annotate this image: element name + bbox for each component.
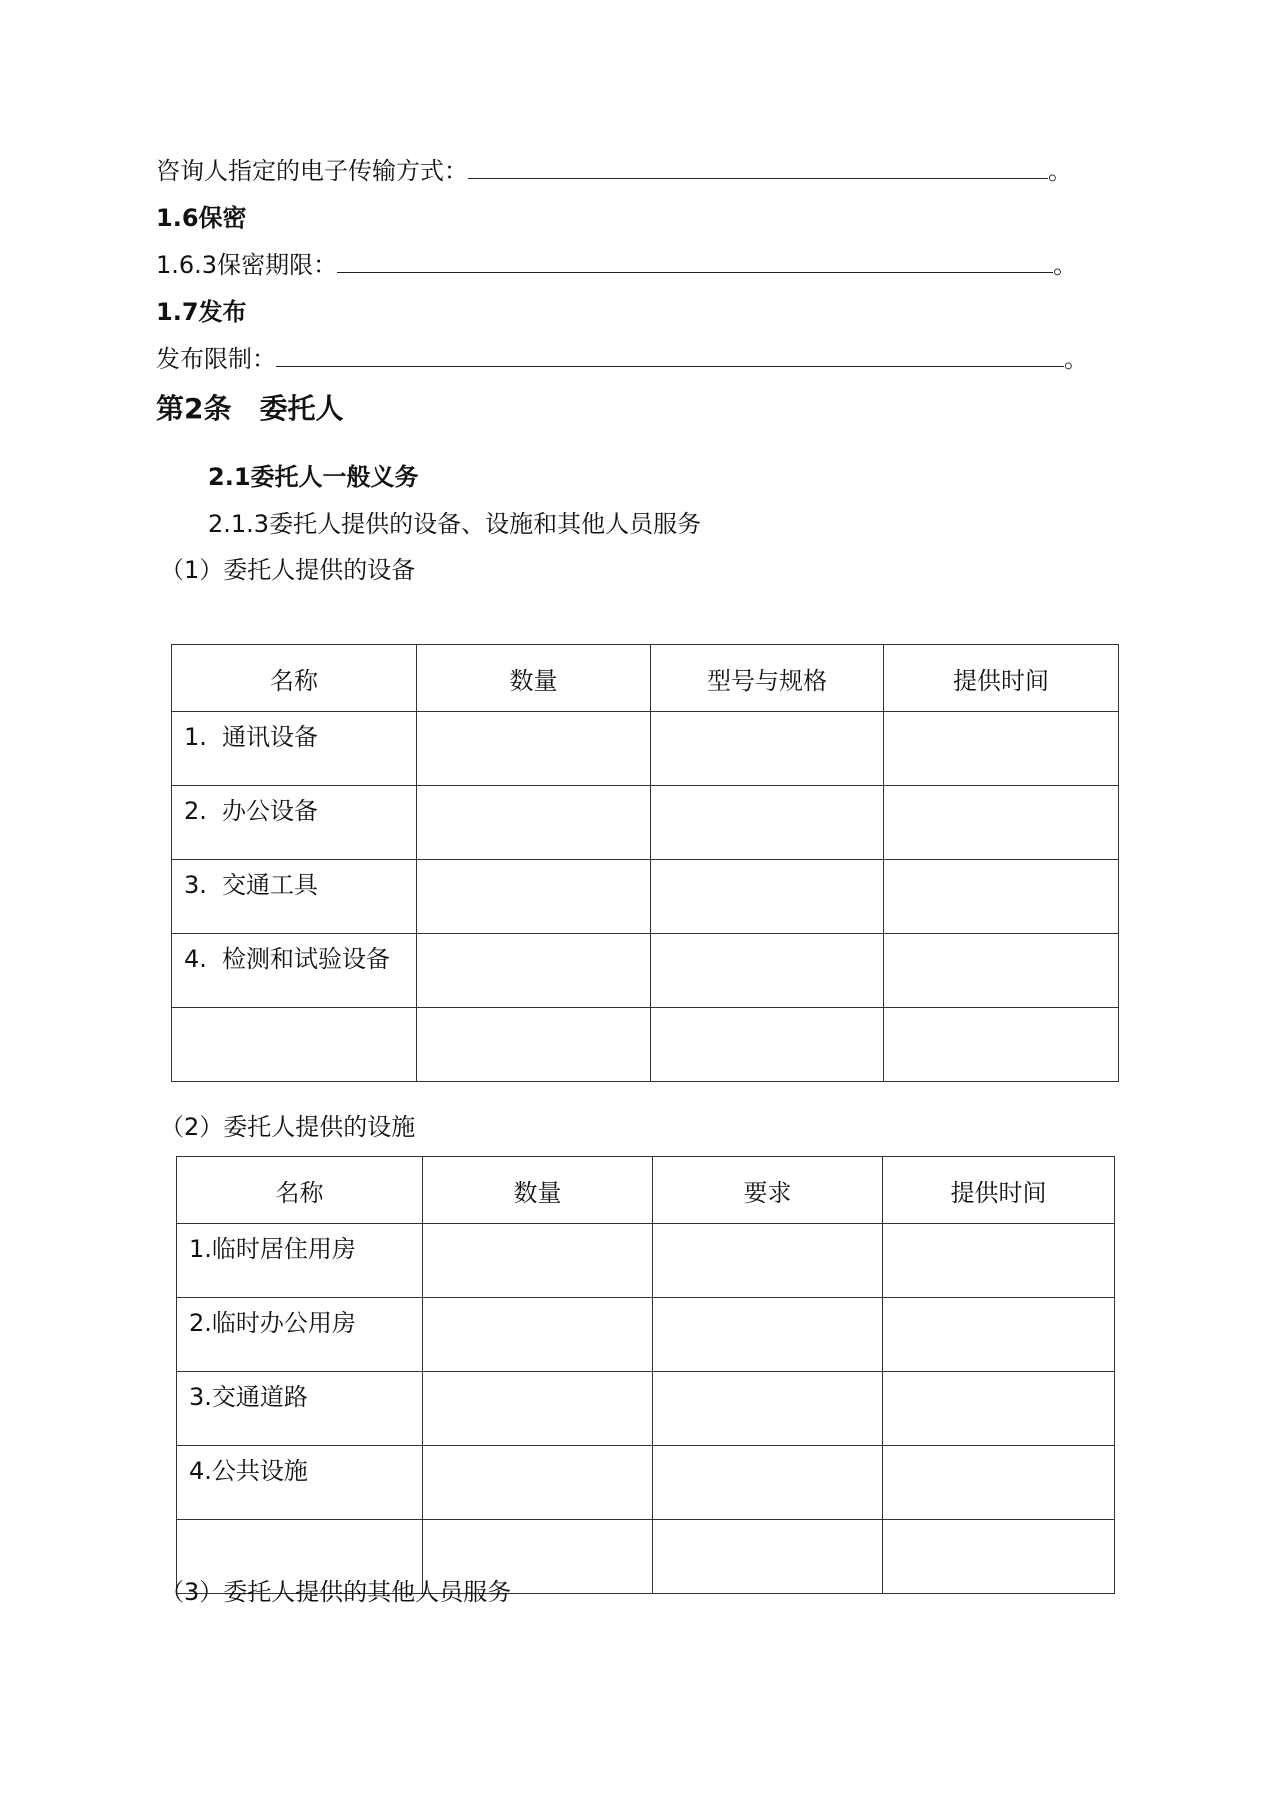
heading-1-6: 1.6保密 (156, 204, 247, 232)
header-provide-time: 提供时间 (884, 645, 1119, 712)
provide-time-cell[interactable] (884, 934, 1119, 1008)
provide-time-cell[interactable] (883, 1520, 1115, 1594)
quantity-cell[interactable] (423, 1446, 653, 1520)
table-header-row (177, 1157, 1115, 1224)
article-2-title: 第2条 委托人 (156, 392, 344, 425)
transmission-line (156, 156, 1072, 186)
facility-name-cell: 4.公共设施 (177, 1446, 423, 1520)
header-model-spec: 型号与规格 (651, 645, 884, 712)
model-spec-cell[interactable] (651, 934, 884, 1008)
requirement-cell[interactable] (653, 1298, 883, 1372)
table-row (177, 1298, 1115, 1372)
facilities-table (176, 1156, 1115, 1594)
header-quantity: 数量 (423, 1157, 653, 1224)
equipment-name-cell: 1. 通讯设备 (172, 712, 417, 786)
quantity-cell[interactable] (417, 1008, 651, 1082)
model-spec-cell[interactable] (651, 712, 884, 786)
equipment-name-cell: 4. 检测和试验设备 (172, 934, 417, 1008)
table-row (172, 712, 1119, 786)
facilities-caption: （2）委托人提供的设施 (160, 1113, 416, 1141)
equipment-caption: （1）委托人提供的设备 (160, 556, 416, 584)
header-name: 名称 (172, 645, 417, 712)
quantity-cell[interactable] (423, 1372, 653, 1446)
facility-name-cell: 2.临时办公用房 (177, 1298, 423, 1372)
table-row (172, 786, 1119, 860)
table-row (177, 1224, 1115, 1298)
provide-time-cell[interactable] (884, 786, 1119, 860)
provide-time-cell[interactable] (883, 1372, 1115, 1446)
confidential-period-blank[interactable] (337, 250, 1053, 273)
table-row (177, 1446, 1115, 1520)
requirement-cell[interactable] (653, 1224, 883, 1298)
subheading-2-1: 2.1委托人一般义务 (208, 463, 419, 491)
release-restriction-blank[interactable] (276, 344, 1064, 367)
quantity-cell[interactable] (417, 934, 651, 1008)
other-services-caption: （3）委托人提供的其他人员服务 (160, 1578, 512, 1606)
period-mark: 。 (1048, 157, 1072, 185)
quantity-cell[interactable] (423, 1298, 653, 1372)
transmission-blank[interactable] (468, 156, 1048, 179)
model-spec-cell[interactable] (651, 1008, 884, 1082)
provide-time-cell[interactable] (883, 1446, 1115, 1520)
quantity-cell[interactable] (423, 1224, 653, 1298)
release-restriction-label: 发布限制： (156, 345, 276, 373)
model-spec-cell[interactable] (651, 786, 884, 860)
period-mark: 。 (1053, 251, 1078, 279)
transmission-label: 咨询人指定的电子传输方式： (156, 157, 468, 185)
equipment-name-cell: 3. 交通工具 (172, 860, 417, 934)
heading-1-7: 1.7发布 (156, 298, 247, 326)
header-requirement: 要求 (653, 1157, 883, 1224)
equipment-table (171, 644, 1119, 1082)
requirement-cell[interactable] (653, 1446, 883, 1520)
equipment-name-cell[interactable] (172, 1008, 417, 1082)
quantity-cell[interactable] (417, 786, 651, 860)
equipment-name-cell: 2. 办公设备 (172, 786, 417, 860)
provide-time-cell[interactable] (884, 1008, 1119, 1082)
header-name: 名称 (177, 1157, 423, 1224)
header-quantity: 数量 (417, 645, 651, 712)
quantity-cell[interactable] (417, 712, 651, 786)
table-row (172, 860, 1119, 934)
provide-time-cell[interactable] (883, 1224, 1115, 1298)
confidential-period-line (156, 250, 1077, 280)
confidential-period-label: 1.6.3保密期限： (156, 251, 338, 279)
subheading-2-1-3: 2.1.3委托人提供的设备、设施和其他人员服务 (208, 510, 702, 538)
release-restriction-line (156, 344, 1088, 374)
quantity-cell[interactable] (417, 860, 651, 934)
table-row (172, 1008, 1119, 1082)
facility-name-cell: 1.临时居住用房 (177, 1224, 423, 1298)
requirement-cell[interactable] (653, 1372, 883, 1446)
facility-name-cell: 3.交通道路 (177, 1372, 423, 1446)
requirement-cell[interactable] (653, 1520, 883, 1594)
provide-time-cell[interactable] (884, 712, 1119, 786)
period-mark: 。 (1064, 345, 1088, 373)
table-row (172, 934, 1119, 1008)
provide-time-cell[interactable] (884, 860, 1119, 934)
header-provide-time: 提供时间 (883, 1157, 1115, 1224)
provide-time-cell[interactable] (883, 1298, 1115, 1372)
model-spec-cell[interactable] (651, 860, 884, 934)
table-header-row (172, 645, 1119, 712)
table-row (177, 1372, 1115, 1446)
